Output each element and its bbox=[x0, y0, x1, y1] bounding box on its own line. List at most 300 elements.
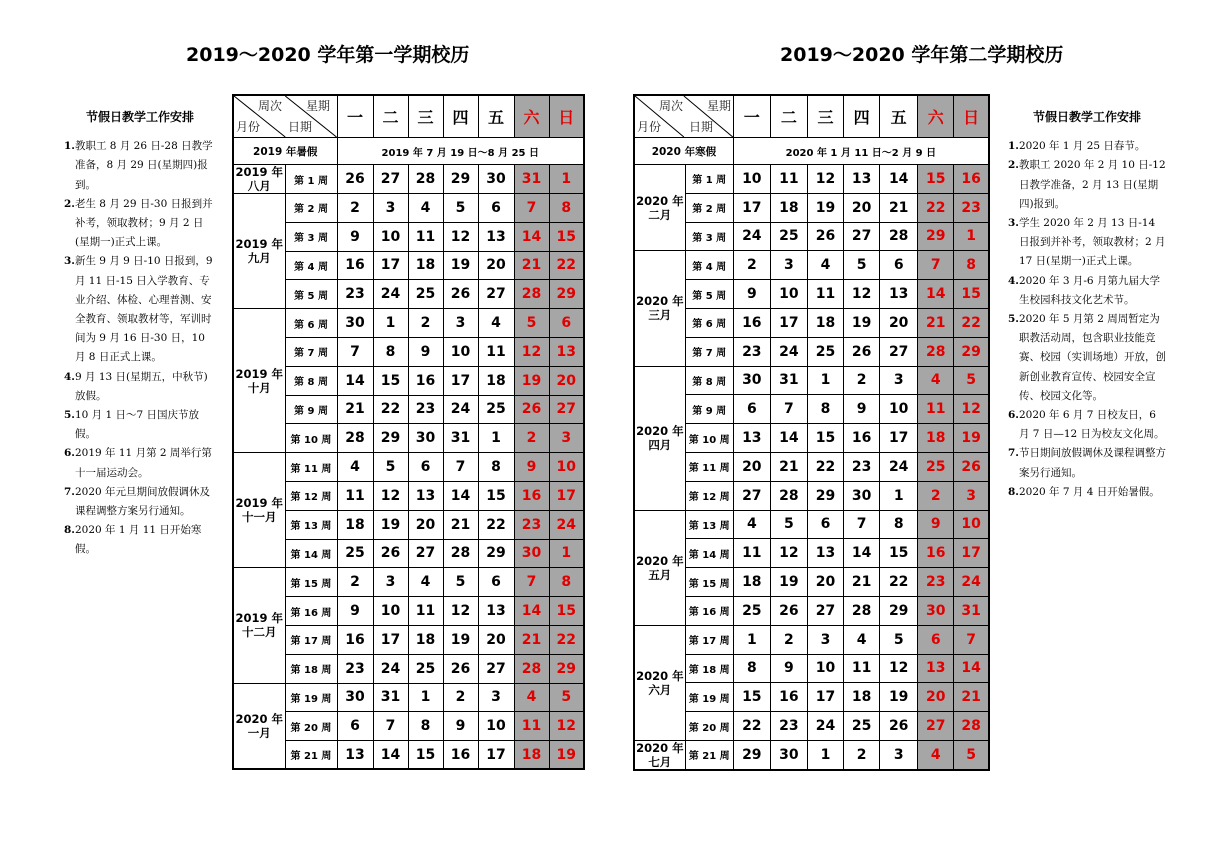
date-cell: 7 bbox=[770, 395, 807, 424]
date-cell: 3 bbox=[443, 309, 478, 338]
date-cell: 9 bbox=[514, 453, 549, 482]
date-cell: 16 bbox=[514, 481, 549, 510]
week-row bbox=[233, 539, 584, 568]
date-cell: 9 bbox=[770, 654, 807, 683]
week-row bbox=[634, 193, 989, 222]
note-text: 10 月 1 日～7 日国庆节放假。 bbox=[74, 409, 200, 441]
date-cell: 10 bbox=[443, 337, 478, 366]
date-cell: 1 bbox=[373, 309, 408, 338]
date-cell: 14 bbox=[373, 741, 408, 770]
date-cell: 20 bbox=[478, 251, 514, 280]
week-label: 第 9 周 bbox=[285, 395, 337, 424]
week-label: 第 21 周 bbox=[285, 741, 337, 770]
date-cell: 23 bbox=[954, 193, 989, 222]
date-cell: 11 bbox=[844, 654, 880, 683]
week-row bbox=[233, 424, 584, 453]
date-cell: 25 bbox=[844, 712, 880, 741]
date-cell: 19 bbox=[514, 366, 549, 395]
date-cell: 4 bbox=[807, 251, 843, 280]
week-label: 第 6 周 bbox=[285, 309, 337, 338]
date-cell: 4 bbox=[514, 683, 549, 712]
date-cell: 14 bbox=[880, 165, 918, 194]
diagonal-header bbox=[635, 96, 733, 137]
week-label: 第 3 周 bbox=[685, 222, 733, 251]
date-cell: 27 bbox=[844, 222, 880, 251]
date-cell: 9 bbox=[733, 280, 770, 309]
note-text: 9 月 13 日(星期五，中秋节)放假。 bbox=[74, 370, 208, 402]
note-text: 2020 年 1 月 25 日春节。 bbox=[1018, 140, 1146, 153]
date-cell: 22 bbox=[954, 308, 989, 337]
date-cell: 26 bbox=[807, 222, 843, 251]
date-cell: 5 bbox=[514, 309, 549, 338]
date-cell: 1 bbox=[408, 683, 443, 712]
week-row bbox=[233, 481, 584, 510]
week-row bbox=[233, 280, 584, 309]
date-cell: 26 bbox=[443, 654, 478, 683]
date-cell: 29 bbox=[549, 654, 584, 683]
date-cell: 22 bbox=[478, 510, 514, 539]
date-cell: 23 bbox=[733, 337, 770, 366]
date-cell: 18 bbox=[408, 625, 443, 654]
date-cell: 7 bbox=[954, 625, 989, 654]
week-row bbox=[634, 539, 989, 568]
date-cell: 16 bbox=[337, 251, 373, 280]
date-cell: 24 bbox=[373, 654, 408, 683]
date-cell: 8 bbox=[549, 568, 584, 597]
note-item bbox=[1008, 137, 1166, 156]
vacation-row bbox=[233, 138, 584, 165]
week-row bbox=[233, 165, 584, 194]
note-text: 2020 年 1 月 11 日开始寒假。 bbox=[74, 524, 202, 556]
date-cell: 23 bbox=[408, 395, 443, 424]
date-cell: 21 bbox=[514, 251, 549, 280]
weekday-header-1: 一 bbox=[733, 95, 770, 138]
date-cell: 19 bbox=[549, 741, 584, 770]
date-cell: 15 bbox=[880, 539, 918, 568]
date-cell: 30 bbox=[337, 683, 373, 712]
date-cell: 2 bbox=[443, 683, 478, 712]
week-label: 第 15 周 bbox=[685, 568, 733, 597]
date-cell: 26 bbox=[443, 280, 478, 309]
week-label: 第 8 周 bbox=[685, 366, 733, 395]
date-cell: 2 bbox=[733, 251, 770, 280]
date-cell: 11 bbox=[918, 395, 954, 424]
date-cell: 18 bbox=[844, 683, 880, 712]
date-cell: 30 bbox=[918, 596, 954, 625]
date-cell: 10 bbox=[880, 395, 918, 424]
date-cell: 18 bbox=[478, 366, 514, 395]
month-label: 2020 年五月 bbox=[634, 510, 685, 625]
semester2-notes-title: 节假日教学工作安排 bbox=[1032, 110, 1141, 124]
week-row bbox=[233, 366, 584, 395]
semester2-notes bbox=[1008, 108, 1166, 502]
week-label: 第 14 周 bbox=[685, 539, 733, 568]
week-label: 第 20 周 bbox=[285, 712, 337, 741]
date-cell: 5 bbox=[954, 366, 989, 395]
note-text: 2019 年 11 月第 2 周举行第十一届运动会。 bbox=[74, 447, 212, 479]
date-cell: 15 bbox=[549, 597, 584, 626]
month-label: 2020 年一月 bbox=[233, 683, 285, 769]
date-cell: 11 bbox=[807, 280, 843, 309]
date-cell: 14 bbox=[514, 222, 549, 251]
date-cell: 22 bbox=[733, 712, 770, 741]
date-cell: 4 bbox=[478, 309, 514, 338]
week-label: 第 5 周 bbox=[285, 280, 337, 309]
date-cell: 21 bbox=[770, 452, 807, 481]
date-cell: 9 bbox=[337, 222, 373, 251]
weekday-label: 星期 bbox=[707, 99, 732, 113]
date-cell: 25 bbox=[770, 222, 807, 251]
date-cell: 10 bbox=[770, 280, 807, 309]
date-cell: 10 bbox=[549, 453, 584, 482]
note-number: 2. bbox=[64, 197, 75, 210]
date-cell: 5 bbox=[844, 251, 880, 280]
week-row bbox=[634, 424, 989, 453]
date-cell: 7 bbox=[844, 510, 880, 539]
date-cell: 6 bbox=[880, 251, 918, 280]
date-cell: 4 bbox=[733, 510, 770, 539]
date-cell: 21 bbox=[443, 510, 478, 539]
note-item bbox=[1008, 272, 1166, 310]
note-number: 8. bbox=[1008, 485, 1019, 498]
date-cell: 21 bbox=[918, 308, 954, 337]
week-row bbox=[233, 395, 584, 424]
note-text: 老生 8 月 29 日-30 日报到并补考，领取教材；9 月 2 日(星期一)正式上课。 bbox=[74, 197, 213, 249]
date-cell: 14 bbox=[844, 539, 880, 568]
date-cell: 31 bbox=[443, 424, 478, 453]
date-cell: 1 bbox=[733, 625, 770, 654]
date-cell: 30 bbox=[337, 309, 373, 338]
date-cell: 25 bbox=[807, 337, 843, 366]
date-cell: 16 bbox=[918, 539, 954, 568]
date-cell: 20 bbox=[880, 308, 918, 337]
date-cell: 22 bbox=[880, 568, 918, 597]
date-cell: 1 bbox=[954, 222, 989, 251]
week-row bbox=[634, 625, 989, 654]
date-cell: 23 bbox=[918, 568, 954, 597]
date-cell: 13 bbox=[880, 280, 918, 309]
note-number: 3. bbox=[1008, 217, 1019, 230]
month-label: 2019 年十一月 bbox=[233, 453, 285, 568]
week-row bbox=[634, 683, 989, 712]
weekday-header-7: 日 bbox=[549, 95, 584, 138]
date-cell: 19 bbox=[373, 510, 408, 539]
semester2-calendar-table bbox=[633, 94, 990, 771]
date-cell: 5 bbox=[880, 625, 918, 654]
note-text: 2020 年 6 月 7 日校友日，6 月 7 日—12 日为校友文化周。 bbox=[1018, 409, 1165, 441]
date-cell: 20 bbox=[478, 625, 514, 654]
date-cell: 12 bbox=[770, 539, 807, 568]
date-cell: 1 bbox=[880, 481, 918, 510]
date-cell: 1 bbox=[549, 539, 584, 568]
date-cell: 19 bbox=[770, 568, 807, 597]
week-label: 第 1 周 bbox=[685, 165, 733, 194]
date-cell: 16 bbox=[337, 625, 373, 654]
date-cell: 24 bbox=[733, 222, 770, 251]
note-item bbox=[1008, 406, 1166, 444]
week-label: 第 5 周 bbox=[685, 280, 733, 309]
date-cell: 20 bbox=[408, 510, 443, 539]
weekday-header-2: 二 bbox=[770, 95, 807, 138]
note-item bbox=[64, 521, 216, 559]
date-cell: 11 bbox=[408, 222, 443, 251]
date-cell: 16 bbox=[844, 424, 880, 453]
week-label: 第 12 周 bbox=[685, 481, 733, 510]
weekday-header-5: 五 bbox=[880, 95, 918, 138]
week-label: 第 3 周 bbox=[285, 222, 337, 251]
date-cell: 26 bbox=[844, 337, 880, 366]
note-text: 2020 年 5 月第 2 周周暂定为职教活动周，包含职业技能竞赛、校园（实训场地）开放，创新创业教育宣传、校园安全宣传、校园文化等。 bbox=[1018, 313, 1166, 402]
week-row bbox=[634, 165, 989, 194]
weekday-header-6: 六 bbox=[514, 95, 549, 138]
month-label: 2020 年六月 bbox=[634, 625, 685, 740]
date-cell: 8 bbox=[954, 251, 989, 280]
date-label: 日期 bbox=[689, 120, 714, 134]
date-cell: 16 bbox=[408, 366, 443, 395]
date-cell: 7 bbox=[373, 712, 408, 741]
week-label: 第 1 周 bbox=[285, 165, 337, 194]
week-num-label: 周次 bbox=[258, 99, 283, 113]
date-cell: 25 bbox=[918, 452, 954, 481]
date-cell: 25 bbox=[337, 539, 373, 568]
note-number: 7. bbox=[1008, 447, 1019, 460]
month-label: 2020 年二月 bbox=[634, 165, 685, 251]
semester1-calendar-table bbox=[232, 94, 585, 770]
date-cell: 21 bbox=[844, 568, 880, 597]
date-cell: 14 bbox=[337, 366, 373, 395]
date-cell: 19 bbox=[443, 625, 478, 654]
semester1-notes-list bbox=[64, 137, 216, 559]
date-cell: 16 bbox=[733, 308, 770, 337]
date-cell: 15 bbox=[807, 424, 843, 453]
date-cell: 8 bbox=[733, 654, 770, 683]
note-item bbox=[1008, 483, 1166, 502]
month-label: 月份 bbox=[637, 120, 662, 134]
date-cell: 3 bbox=[880, 740, 918, 770]
date-cell: 25 bbox=[733, 596, 770, 625]
date-cell: 4 bbox=[408, 568, 443, 597]
date-cell: 28 bbox=[770, 481, 807, 510]
date-cell: 28 bbox=[337, 424, 373, 453]
week-row bbox=[233, 654, 584, 683]
week-label: 第 18 周 bbox=[285, 654, 337, 683]
week-row bbox=[233, 683, 584, 712]
week-row bbox=[233, 337, 584, 366]
date-cell: 25 bbox=[478, 395, 514, 424]
date-cell: 3 bbox=[880, 366, 918, 395]
header-row bbox=[634, 95, 989, 138]
date-cell: 10 bbox=[954, 510, 989, 539]
date-cell: 19 bbox=[954, 424, 989, 453]
date-cell: 5 bbox=[549, 683, 584, 712]
week-label: 第 18 周 bbox=[685, 654, 733, 683]
date-cell: 6 bbox=[478, 568, 514, 597]
date-cell: 21 bbox=[880, 193, 918, 222]
date-cell: 7 bbox=[443, 453, 478, 482]
diagonal-header bbox=[234, 96, 337, 137]
month-label: 2019 年十月 bbox=[233, 309, 285, 453]
week-row bbox=[634, 251, 989, 280]
week-row bbox=[233, 597, 584, 626]
semester1-title: 2019～2020 学年第一学期校历 bbox=[186, 44, 470, 66]
date-cell: 22 bbox=[549, 625, 584, 654]
date-cell: 17 bbox=[880, 424, 918, 453]
date-cell: 13 bbox=[408, 481, 443, 510]
date-cell: 13 bbox=[807, 539, 843, 568]
week-row bbox=[634, 712, 989, 741]
date-cell: 7 bbox=[514, 568, 549, 597]
week-label: 第 13 周 bbox=[285, 510, 337, 539]
date-cell: 20 bbox=[549, 366, 584, 395]
note-number: 6. bbox=[64, 447, 75, 460]
date-cell: 25 bbox=[408, 654, 443, 683]
weekday-header-3: 三 bbox=[807, 95, 843, 138]
date-cell: 28 bbox=[443, 539, 478, 568]
date-cell: 16 bbox=[443, 741, 478, 770]
date-cell: 28 bbox=[918, 337, 954, 366]
month-label: 月份 bbox=[236, 120, 261, 134]
date-cell: 5 bbox=[954, 740, 989, 770]
header-row bbox=[233, 95, 584, 138]
week-row bbox=[634, 510, 989, 539]
date-cell: 8 bbox=[549, 194, 584, 223]
date-cell: 10 bbox=[373, 222, 408, 251]
date-cell: 11 bbox=[337, 481, 373, 510]
date-cell: 3 bbox=[954, 481, 989, 510]
date-cell: 12 bbox=[880, 654, 918, 683]
note-text: 学生 2020 年 2 月 13 日-14 日报到并补考，领取教材；2 月 17 日(星期一)正式上课。 bbox=[1018, 217, 1166, 268]
date-cell: 27 bbox=[478, 280, 514, 309]
date-cell: 21 bbox=[954, 683, 989, 712]
week-row bbox=[634, 395, 989, 424]
date-cell: 7 bbox=[918, 251, 954, 280]
date-cell: 27 bbox=[373, 165, 408, 194]
week-row bbox=[233, 194, 584, 223]
date-cell: 9 bbox=[443, 712, 478, 741]
note-item bbox=[64, 252, 216, 367]
date-cell: 4 bbox=[918, 740, 954, 770]
date-cell: 26 bbox=[514, 395, 549, 424]
date-cell: 6 bbox=[478, 194, 514, 223]
date-cell: 28 bbox=[844, 596, 880, 625]
date-cell: 2 bbox=[844, 740, 880, 770]
month-label: 2020 年七月 bbox=[634, 740, 685, 770]
note-number: 4. bbox=[64, 370, 75, 383]
note-number: 5. bbox=[64, 409, 75, 422]
date-cell: 3 bbox=[807, 625, 843, 654]
date-cell: 26 bbox=[954, 452, 989, 481]
date-cell: 8 bbox=[478, 453, 514, 482]
month-label: 2020 年三月 bbox=[634, 251, 685, 366]
date-cell: 8 bbox=[807, 395, 843, 424]
date-cell: 12 bbox=[443, 222, 478, 251]
date-cell: 2 bbox=[408, 309, 443, 338]
note-item bbox=[64, 195, 216, 253]
week-label: 第 11 周 bbox=[685, 452, 733, 481]
date-cell: 5 bbox=[443, 194, 478, 223]
date-cell: 17 bbox=[443, 366, 478, 395]
week-row bbox=[233, 222, 584, 251]
date-cell: 2 bbox=[337, 568, 373, 597]
date-cell: 15 bbox=[478, 481, 514, 510]
week-row bbox=[233, 510, 584, 539]
date-cell: 26 bbox=[880, 712, 918, 741]
note-item bbox=[1008, 310, 1166, 406]
date-cell: 1 bbox=[807, 366, 843, 395]
week-label: 第 19 周 bbox=[685, 683, 733, 712]
date-cell: 28 bbox=[514, 280, 549, 309]
weekday-label: 星期 bbox=[306, 99, 331, 113]
date-cell: 22 bbox=[918, 193, 954, 222]
date-cell: 27 bbox=[549, 395, 584, 424]
vacation-range: 2019 年 7 月 19 日～8 月 25 日 bbox=[337, 138, 584, 165]
note-item bbox=[64, 444, 216, 482]
date-cell: 15 bbox=[733, 683, 770, 712]
date-cell: 3 bbox=[373, 194, 408, 223]
weekday-header-5: 五 bbox=[478, 95, 514, 138]
week-label: 第 4 周 bbox=[685, 251, 733, 280]
weekday-header-4: 四 bbox=[844, 95, 880, 138]
week-row bbox=[634, 596, 989, 625]
date-cell: 5 bbox=[770, 510, 807, 539]
semester2-notes-list bbox=[1008, 137, 1166, 502]
week-label: 第 10 周 bbox=[685, 424, 733, 453]
week-label: 第 4 周 bbox=[285, 251, 337, 280]
date-cell: 20 bbox=[807, 568, 843, 597]
date-cell: 11 bbox=[770, 165, 807, 194]
date-cell: 19 bbox=[880, 683, 918, 712]
date-cell: 31 bbox=[373, 683, 408, 712]
date-cell: 29 bbox=[549, 280, 584, 309]
week-label: 第 17 周 bbox=[685, 625, 733, 654]
note-number: 6. bbox=[1008, 409, 1019, 422]
date-cell: 31 bbox=[514, 165, 549, 194]
date-cell: 3 bbox=[478, 683, 514, 712]
date-cell: 20 bbox=[733, 452, 770, 481]
date-cell: 28 bbox=[954, 712, 989, 741]
date-cell: 19 bbox=[844, 308, 880, 337]
date-cell: 29 bbox=[954, 337, 989, 366]
date-cell: 15 bbox=[408, 741, 443, 770]
date-cell: 17 bbox=[478, 741, 514, 770]
date-cell: 23 bbox=[844, 452, 880, 481]
week-row bbox=[634, 222, 989, 251]
note-number: 3. bbox=[64, 255, 75, 268]
date-cell: 27 bbox=[918, 712, 954, 741]
note-number: 4. bbox=[1008, 274, 1019, 287]
date-cell: 20 bbox=[844, 193, 880, 222]
week-label: 第 20 周 bbox=[685, 712, 733, 741]
weekday-header-4: 四 bbox=[443, 95, 478, 138]
date-cell: 23 bbox=[514, 510, 549, 539]
week-row bbox=[634, 280, 989, 309]
date-cell: 24 bbox=[770, 337, 807, 366]
diagonal-header-cell bbox=[233, 95, 337, 138]
note-number: 8. bbox=[64, 524, 75, 537]
week-label: 第 13 周 bbox=[685, 510, 733, 539]
date-cell: 27 bbox=[478, 654, 514, 683]
week-label: 第 12 周 bbox=[285, 481, 337, 510]
date-cell: 6 bbox=[807, 510, 843, 539]
date-cell: 17 bbox=[807, 683, 843, 712]
date-cell: 30 bbox=[408, 424, 443, 453]
date-cell: 9 bbox=[408, 337, 443, 366]
date-cell: 10 bbox=[807, 654, 843, 683]
date-cell: 6 bbox=[918, 625, 954, 654]
week-label: 第 11 周 bbox=[285, 453, 337, 482]
date-cell: 29 bbox=[373, 424, 408, 453]
date-cell: 2 bbox=[514, 424, 549, 453]
